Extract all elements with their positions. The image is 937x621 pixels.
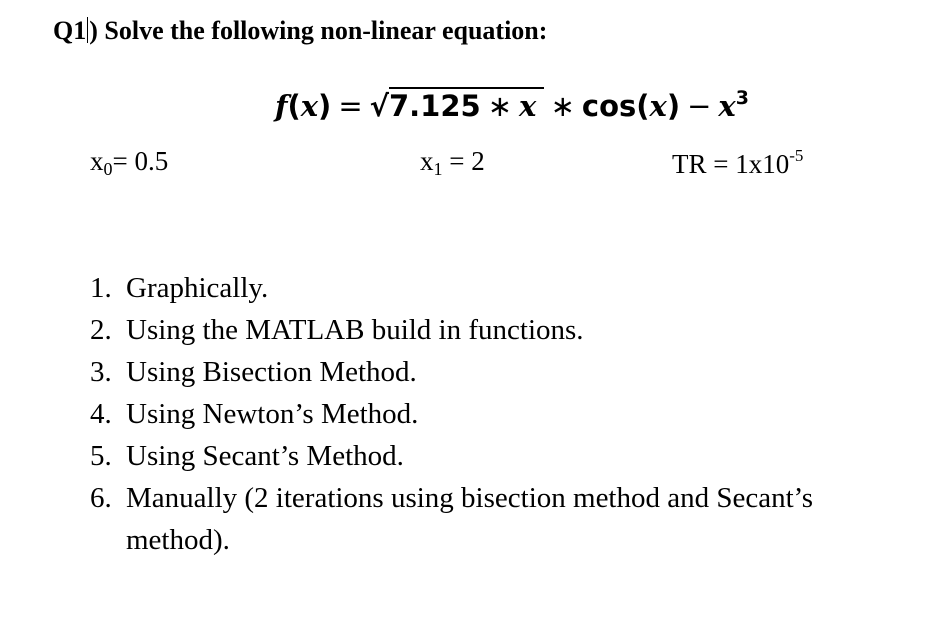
list-item-text: Using Secant’s Method. xyxy=(126,440,404,472)
list-item xyxy=(90,351,910,393)
initial-x1 xyxy=(420,146,485,180)
list-item-number: 5. xyxy=(90,440,112,472)
eq-equals: = xyxy=(338,89,363,123)
eq-times-1: ∗ xyxy=(487,89,513,123)
tolerance xyxy=(672,146,803,180)
eq-lparen-2: ( xyxy=(636,89,650,123)
question-number: Q1 xyxy=(53,16,87,45)
list-item-number: 1. xyxy=(90,272,112,304)
list-item-text: Using Newton’s Method. xyxy=(126,398,419,430)
x1-symbol: x xyxy=(420,146,434,176)
x1-value: = 2 xyxy=(449,146,485,176)
eq-exponent: 3 xyxy=(735,87,749,109)
x0-subscript: 0 xyxy=(103,159,113,179)
list-item xyxy=(90,435,910,477)
initial-x0 xyxy=(90,146,168,180)
tolerance-exponent: -5 xyxy=(789,146,804,165)
list-item-text: Using the MATLAB build in functions. xyxy=(126,314,584,346)
eq-function-name: f xyxy=(275,89,288,123)
eq-variable: x xyxy=(300,89,319,123)
question-heading xyxy=(53,16,547,46)
eq-constant: 7.125 xyxy=(388,89,481,123)
eq-times-2: ∗ xyxy=(550,89,575,123)
x1-subscript: 1 xyxy=(433,159,443,179)
list-item xyxy=(90,477,910,561)
eq-lparen: ( xyxy=(287,89,301,123)
eq-cos: cos xyxy=(581,89,637,123)
list-item xyxy=(90,309,910,351)
eq-variable-4: x xyxy=(718,89,736,123)
list-item-text: Manually (2 iterations using bisection method and Secant’s method). xyxy=(126,482,814,556)
tolerance-text: TR = 1x10 xyxy=(672,149,790,179)
list-item-number: 3. xyxy=(90,356,112,388)
eq-rparen: ) xyxy=(318,89,332,123)
list-item xyxy=(90,267,910,309)
eq-variable-2: x xyxy=(519,89,537,123)
list-item xyxy=(90,393,910,435)
eq-minus: − xyxy=(687,89,712,123)
x0-symbol: x xyxy=(90,146,104,176)
eq-radicand xyxy=(389,87,544,124)
list-item-text: Using Bisection Method. xyxy=(126,356,417,388)
eq-variable-3: x xyxy=(649,89,667,123)
list-item-number: 4. xyxy=(90,398,112,430)
list-item-number: 6. xyxy=(90,482,112,514)
question-paren: ) xyxy=(89,16,98,45)
eq-sqrt-symbol: √ xyxy=(369,89,389,123)
task-list xyxy=(90,267,910,561)
eq-sqrt xyxy=(370,86,544,127)
list-item-text: Graphically. xyxy=(126,272,269,304)
question-text: Solve the following non-linear equation: xyxy=(104,16,548,45)
eq-rparen-2: ) xyxy=(666,89,681,123)
x0-value: = 0.5 xyxy=(112,146,169,176)
equation xyxy=(275,78,749,123)
list-item-number: 2. xyxy=(90,314,112,346)
